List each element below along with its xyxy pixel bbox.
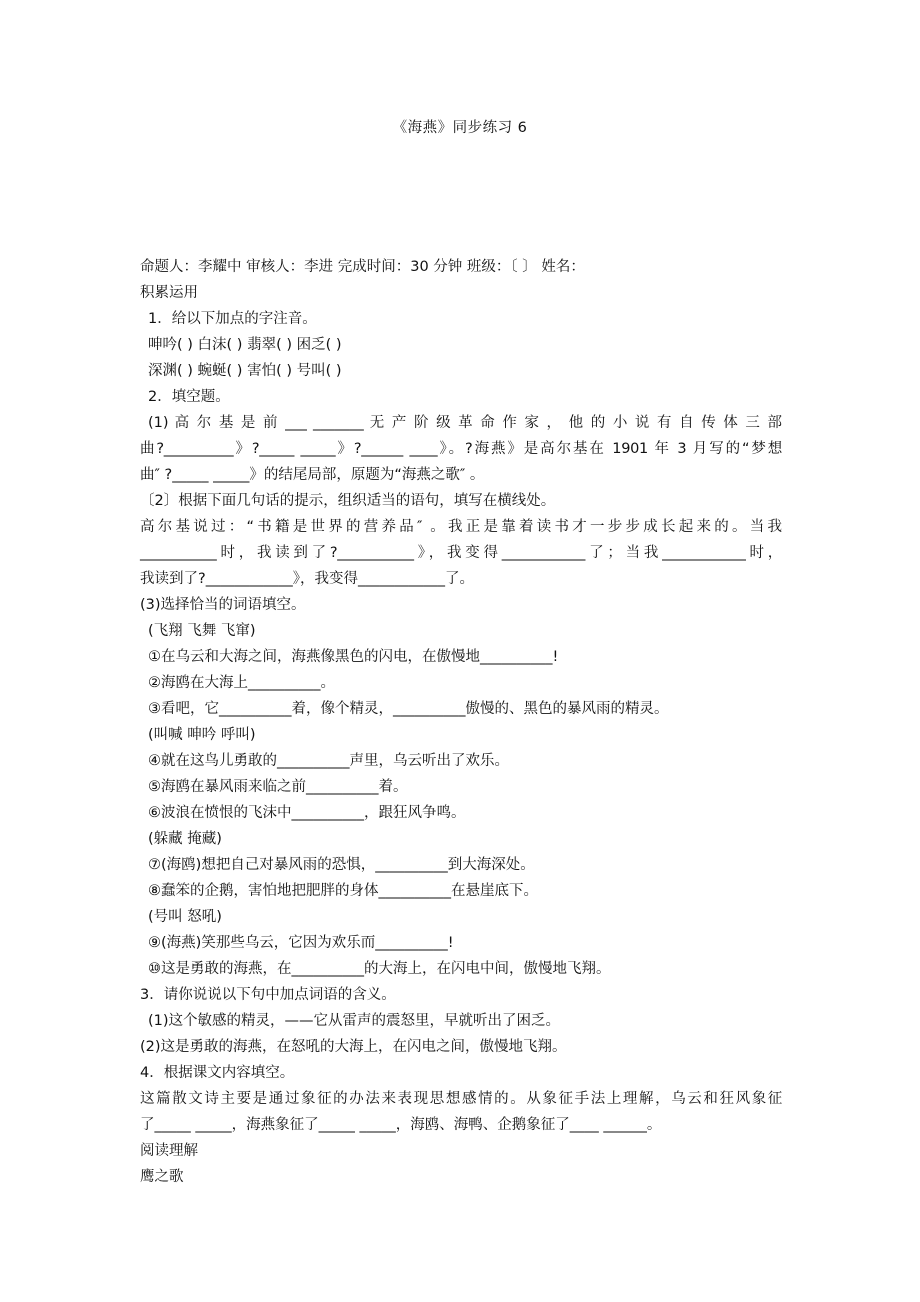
question-4: 4．根据课文内容填空。 xyxy=(140,1065,295,1081)
word-options: (号叫 怒吼) xyxy=(148,909,222,925)
question-1: 1．给以下加点的字注音。 xyxy=(148,311,317,327)
sentence-item: (1)这个敏感的精灵，——它从雷声的震怒里，早就听出了困乏。 xyxy=(148,1013,561,1029)
exercise-item: ③看吧，它__________着，像个精灵，__________傲慢的、黑色的暴风雨的精灵。 xyxy=(148,701,669,717)
exercise-item: ④就在这鸟儿勇敢的__________声里，乌云听出了欢乐。 xyxy=(148,753,509,769)
sentence-item: (2)这是勇敢的海燕，在怒吼的大海上，在闪电之间，傲慢地飞翔。 xyxy=(140,1039,567,1055)
question-3: 3．请你说说以下句中加点词语的含义。 xyxy=(140,987,396,1003)
header-info: 命题人：李耀中 审核人：李进 完成时间：30 分钟 班级：〔 〕 姓名： xyxy=(140,259,585,275)
exercise-item: ②海鸥在大海上__________。 xyxy=(148,675,335,691)
exercise-item: ⑤海鸥在暴风雨来临之前__________着。 xyxy=(148,779,408,795)
exercise-item: ①在乌云和大海之间，海燕像黑色的闪电，在傲慢地__________! xyxy=(148,649,559,665)
pinyin-row-1: 呻吟( ) 白沫( ) 翡翠( ) 困乏( ) xyxy=(148,337,342,353)
exercise-item: ⑥波浪在愤恨的飞沫中__________，跟狂风争鸣。 xyxy=(148,805,466,821)
paragraph-line: 了_____ _____，海燕象征了_____ _____，海鸥、海鸭、企鹅象征了____ ______。 xyxy=(140,1117,662,1133)
paragraph-line: 这篇散文诗主要是通过象征的办法来表现思想感情的。从象征手法上理解，乌云和狂风象征 xyxy=(140,1091,782,1107)
reading-title: 鹰之歌 xyxy=(140,1169,184,1185)
fill-line: (1) 高 尔 基 是 前 ___ _______ 无 产 阶 级 革 命 作 家 ， 他 的 小 说 有 自 传 体 三 部 xyxy=(148,415,782,431)
paragraph-line: ___________时，我读到了?___________》，我变得____________了；当我____________时， xyxy=(140,545,782,561)
exercise-item: ⑦(海鸥)想把自己对暴风雨的恐惧，__________到大海深处。 xyxy=(148,857,535,873)
word-options: (躲藏 掩藏) xyxy=(148,831,222,847)
document-title: 《海燕》同步练习 6 xyxy=(392,120,528,136)
word-options: (飞翔 飞舞 飞窜) xyxy=(148,623,256,639)
paragraph-line: 我读到了?____________》，我变得____________了。 xyxy=(140,571,474,587)
exercise-item: ⑧蠢笨的企鹅，害怕地把肥胖的身体__________在悬崖底下。 xyxy=(148,883,538,899)
sub-question: (3)选择恰当的词语填空。 xyxy=(140,597,306,613)
sub-question: 〔2〕根据下面几句话的提示，组织适当的语句，填写在横线处。 xyxy=(140,493,556,509)
pinyin-row-2: 深渊( ) 蜿蜒( ) 害怕( ) 号叫( ) xyxy=(148,363,342,379)
paragraph-line: 高尔基说过：“书籍是世界的营养品″ 。我正是靠着读书才一步步成长起来的。当我 xyxy=(140,519,782,535)
exercise-item: ⑩这是勇敢的海燕，在__________的大海上，在闪电中间，傲慢地飞翔。 xyxy=(148,961,611,977)
question-2: 2．填空题。 xyxy=(148,389,230,405)
section-heading: 积累运用 xyxy=(140,285,198,301)
section-heading: 阅读理解 xyxy=(140,1143,198,1159)
exercise-item: ⑨(海燕)笑那些乌云，它因为欢乐而__________! xyxy=(148,935,454,951)
word-options: (叫喊 呻吟 呼叫) xyxy=(148,727,256,743)
fill-line: 曲″ ?_____ _____》的结尾局部，原题为“海燕之歌″ 。 xyxy=(140,467,485,483)
fill-line: 曲?__________》?_____ _____》?______ ____》。?海燕》是高尔基在 1901 年 3 月写的“梦想 xyxy=(140,441,782,457)
